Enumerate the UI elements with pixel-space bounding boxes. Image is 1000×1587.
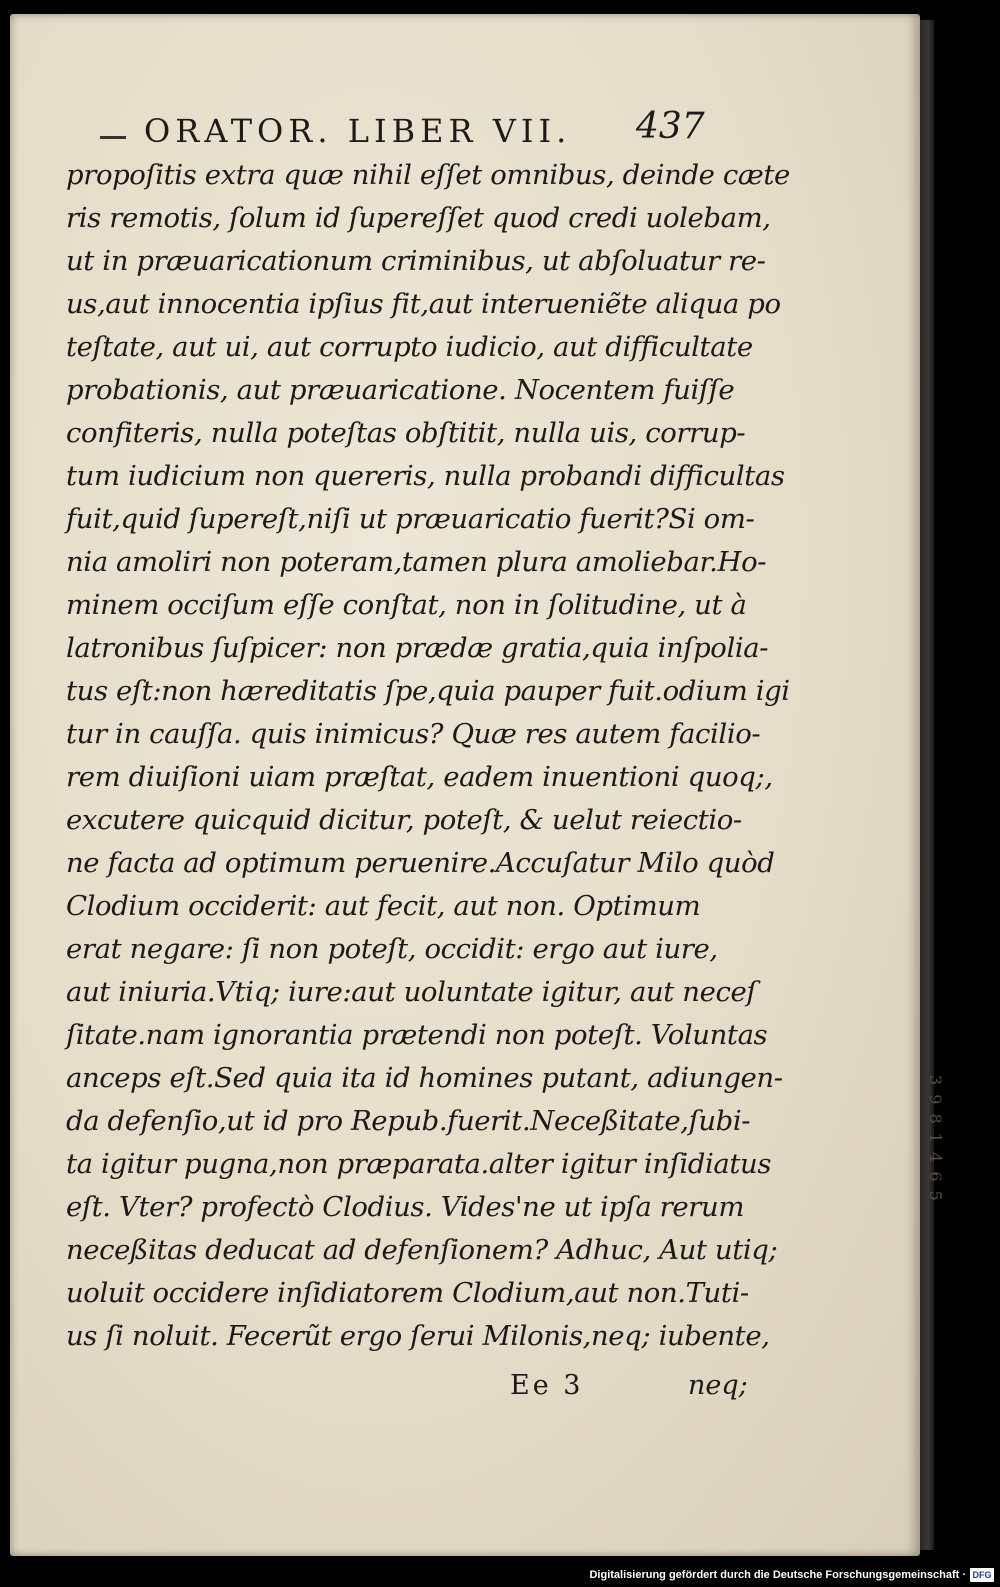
text-line: nia amoliri non poteram,tamen plura amoliebar.Ho-: [66, 546, 767, 578]
text-line: tur in cauſſa. quis inimicus? Quæ res autem facilio-: [66, 718, 761, 750]
catchword: neq;: [688, 1370, 748, 1401]
edge-marks: 3 9 8 1 4 6 5: [926, 1075, 945, 1203]
text-line: Clodium occiderit: aut fecit, aut non. Optimum: [66, 890, 701, 922]
signature-mark: Ee 3: [510, 1370, 584, 1401]
text-line: teſtate, aut ui, aut corrupto iudicio, aut difficultate: [66, 331, 753, 363]
text-line: propoſitis extra quæ nihil eſſet omnibus, deinde cæte: [66, 159, 790, 191]
text-line: anceps eſt.Sed quia ita id homines putant, adiungen-: [66, 1062, 783, 1094]
text-line: minem occiſum eſſe conſtat, non in ſolitudine, ut à: [66, 589, 747, 621]
text-block: [66, 154, 790, 1358]
digitization-footer: [589, 1566, 994, 1584]
footer-credit-text: Digitalisierung gefördert durch die Deutsche Forschungsgemeinschaft ·: [589, 1569, 966, 1581]
text-line: erat negare: ſi non poteſt, occidit: ergo aut iure,: [66, 933, 718, 965]
text-line: aut iniuria.Vtiq; iure:aut uoluntate igitur, aut neceſ: [66, 976, 757, 1008]
catchline: [510, 1370, 750, 1410]
text-line: tum iudicium non quereris, nulla probandi difficultas: [66, 460, 785, 492]
text-line: eſt. Vter? profectò Clodius. Vides'ne ut ipſa rerum: [66, 1191, 745, 1223]
running-head: [90, 106, 730, 158]
text-line: ſitate.nam ignorantia prætendi non poteſt. Voluntas: [66, 1019, 768, 1051]
text-line: fuit,quid ſupereſt,niſi ut præuaricatio fuerit?Si om-: [66, 503, 755, 535]
text-line: confiteris, nulla poteſtas obſtitit, nulla uis, corrup-: [66, 417, 746, 449]
text-line: probationis, aut præuaricatione. Nocentem fuiſſe: [66, 374, 735, 406]
text-line: rem diuiſioni uiam præſtat, eadem inuentioni quoq;,: [66, 761, 773, 793]
text-line: ris remotis, ſolum id ſupereſſet quod credi uolebam,: [66, 202, 771, 234]
text-line: da defenſio,ut id pro Repub.fuerit.Neceßitate,ſubi-: [66, 1105, 751, 1137]
text-line: us ſi noluit. Fecerũt ergo ſerui Milonis,neq; iubente,: [66, 1320, 770, 1352]
head-ornament-dash: [100, 136, 126, 139]
text-line: neceßitas deducat ad defenſionem? Adhuc, Aut utiq;: [66, 1234, 778, 1266]
text-line: ne facta ad optimum peruenire.Accuſatur Milo quòd: [66, 847, 775, 879]
text-line: ta igitur pugna,non præparata.alter igitur inſidiatus: [66, 1148, 772, 1180]
dfg-logo: DFG: [970, 1568, 994, 1582]
text-line: us,aut innocentia ipſius fit,aut interueniẽte aliqua po: [66, 288, 781, 320]
text-line: tus eſt:non hæreditatis ſpe,quia pauper fuit.odium igi: [66, 675, 790, 707]
running-head-title: ORATOR. LIBER VII.: [144, 112, 572, 150]
text-line: ut in præuaricationum criminibus, ut abſoluatur re-: [66, 245, 766, 277]
text-line: excutere quicquid dicitur, poteſt, & uelut reiectio-: [66, 804, 742, 836]
text-line: uoluit occidere inſidiatorem Clodium,aut non.Tuti-: [66, 1277, 749, 1309]
page-number: 437: [636, 106, 705, 147]
text-line: latronibus ſuſpicer: non prædæ gratia,quia inſpolia-: [66, 632, 769, 664]
book-page: [10, 14, 920, 1556]
